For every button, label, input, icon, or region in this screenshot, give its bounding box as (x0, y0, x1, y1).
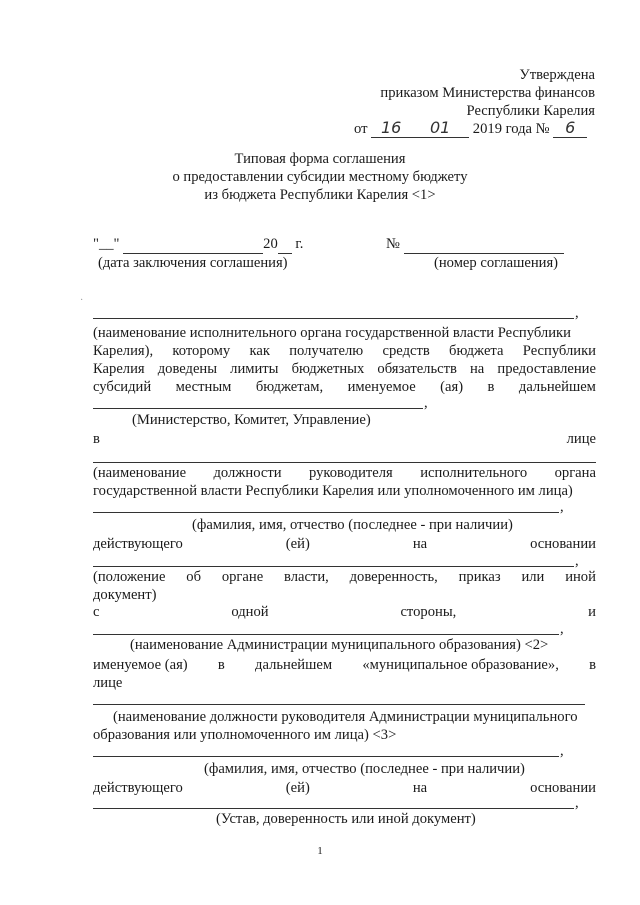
word: лимиты (230, 361, 279, 377)
face-label-2: лице (93, 675, 123, 691)
word: именуемое (ая) (93, 657, 188, 673)
charter-caption: (Устав, доверенность или иной документ) (216, 811, 476, 827)
word: (ей) (285, 536, 310, 552)
admin-position-line (93, 704, 585, 705)
year-prefix: 20 (263, 236, 278, 252)
approval-day: 16 (371, 119, 411, 138)
ministry-caption: (Министерство, Комитет, Управление) (132, 412, 371, 428)
word: одной (231, 604, 269, 620)
word: должности (213, 465, 282, 481)
word: или (521, 569, 545, 585)
in-face-line (93, 430, 596, 448)
word: «муниципальное образование», (362, 657, 559, 673)
word: в (487, 379, 495, 395)
fio-line-1 (93, 512, 559, 513)
approval-from: от (354, 121, 368, 137)
number-sign: № (386, 236, 400, 252)
number-caption: (номер соглашения) (434, 255, 559, 271)
comma: , (575, 305, 579, 321)
word: основании (530, 780, 596, 796)
approval-year: 2019 года № (472, 121, 550, 137)
acting-line-2 (93, 779, 596, 797)
word: бюджетам, (255, 379, 324, 395)
word: (ая) (440, 379, 464, 395)
word: на (412, 780, 428, 796)
word: местным (175, 379, 232, 395)
word: руководителя (308, 465, 393, 481)
approval-line-2: приказом Министерства финансов (380, 85, 595, 101)
basis-line-2 (93, 808, 574, 809)
date-caption: (дата заключения соглашения) (98, 255, 288, 271)
admin-position-caption-1: (наименование должности руководителя Администрации муниципального (113, 709, 578, 725)
admin-line (93, 634, 559, 635)
word: органе (221, 569, 264, 585)
word: доверенность, (349, 569, 438, 585)
word: в (217, 657, 225, 673)
word: действующего (93, 536, 183, 552)
word: действующего (93, 780, 183, 796)
word: доведены (157, 361, 218, 377)
fio-caption-1: (фамилия, имя, отчество (последнее - при наличии) (192, 517, 513, 533)
executive-body-caption: (наименование исполнительного органа государственной власти Республики (93, 325, 571, 341)
word: исполнительного (420, 465, 528, 481)
word: Карелия), (93, 343, 154, 359)
comma: , (560, 743, 564, 759)
word: субсидий (93, 379, 152, 395)
comma: , (560, 621, 564, 637)
position-caption-2: государственной власти Республики Карелия или уполномоченного им лица) (93, 483, 573, 499)
word: средств (382, 343, 430, 359)
agreement-number-field (386, 235, 564, 254)
word: бюджета (449, 343, 504, 359)
word: (наименование (93, 465, 187, 481)
word: и (588, 604, 596, 620)
title-line-3: из бюджета Республики Карелия <1> (204, 187, 436, 203)
agreement-date-field (93, 235, 303, 254)
comma: , (575, 553, 579, 569)
admin-caption: (наименование Администрации муниципального образования) <2> (130, 637, 549, 653)
word: (ей) (285, 780, 310, 796)
word: как (249, 343, 270, 359)
one-side-line (93, 603, 596, 621)
word: получателю (289, 343, 364, 359)
word: на (469, 361, 485, 377)
word: Республики (522, 343, 596, 359)
paragraph-line-4 (93, 378, 596, 396)
word: стороны, (400, 604, 457, 620)
basis-line-1 (93, 566, 574, 567)
word: дальнейшем (255, 657, 333, 673)
word: обязательств (377, 361, 457, 377)
page-number: 1 (317, 845, 323, 857)
approval-month: 01 (411, 119, 469, 138)
named-line (93, 656, 596, 674)
word: бюджетных (291, 361, 365, 377)
word: с (93, 604, 100, 620)
title-line-2: о предоставлении субсидии местному бюджету (172, 169, 468, 185)
acting-line-1 (93, 535, 596, 553)
comma: , (424, 395, 428, 411)
word: на (412, 536, 428, 552)
word: в (589, 657, 596, 673)
word: власти, (284, 569, 329, 585)
position-caption-1 (93, 464, 596, 482)
word: дальнейшем (518, 379, 596, 395)
position-line (93, 462, 596, 463)
word: предоставление (497, 361, 596, 377)
word: лице (566, 431, 596, 447)
ministry-line (93, 408, 423, 409)
paragraph-line-2 (93, 342, 596, 360)
word: (положение (93, 569, 166, 585)
approval-line-1: Утверждена (519, 67, 595, 83)
basis-caption-1 (93, 568, 596, 586)
fio-caption-2: (фамилия, имя, отчество (последнее - при наличии) (204, 761, 525, 777)
comma: , (575, 795, 579, 811)
approval-line-3: Республики Карелия (466, 103, 595, 119)
approval-date-line (354, 119, 587, 138)
fio-line-2 (93, 756, 559, 757)
word: в (93, 431, 100, 447)
basis-caption-2: документ) (93, 587, 157, 603)
executive-body-line (93, 318, 574, 319)
date-quote: "__" (93, 236, 120, 252)
word: приказ (458, 569, 501, 585)
approval-number: 6 (553, 119, 587, 138)
word: которому (172, 343, 231, 359)
word: иной (565, 569, 596, 585)
word: Карелия (93, 361, 145, 377)
word: органа (554, 465, 596, 481)
paragraph-line-3 (93, 360, 596, 378)
comma: , (560, 499, 564, 515)
title-line-1: Типовая форма соглашения (234, 151, 406, 167)
admin-position-caption-2: образования или уполномоченного им лица) <3> (93, 727, 397, 743)
word: именуемое (347, 379, 416, 395)
word: основании (530, 536, 596, 552)
year-suffix: г. (295, 236, 304, 252)
word: об (186, 569, 202, 585)
scan-dot: · (80, 295, 84, 306)
